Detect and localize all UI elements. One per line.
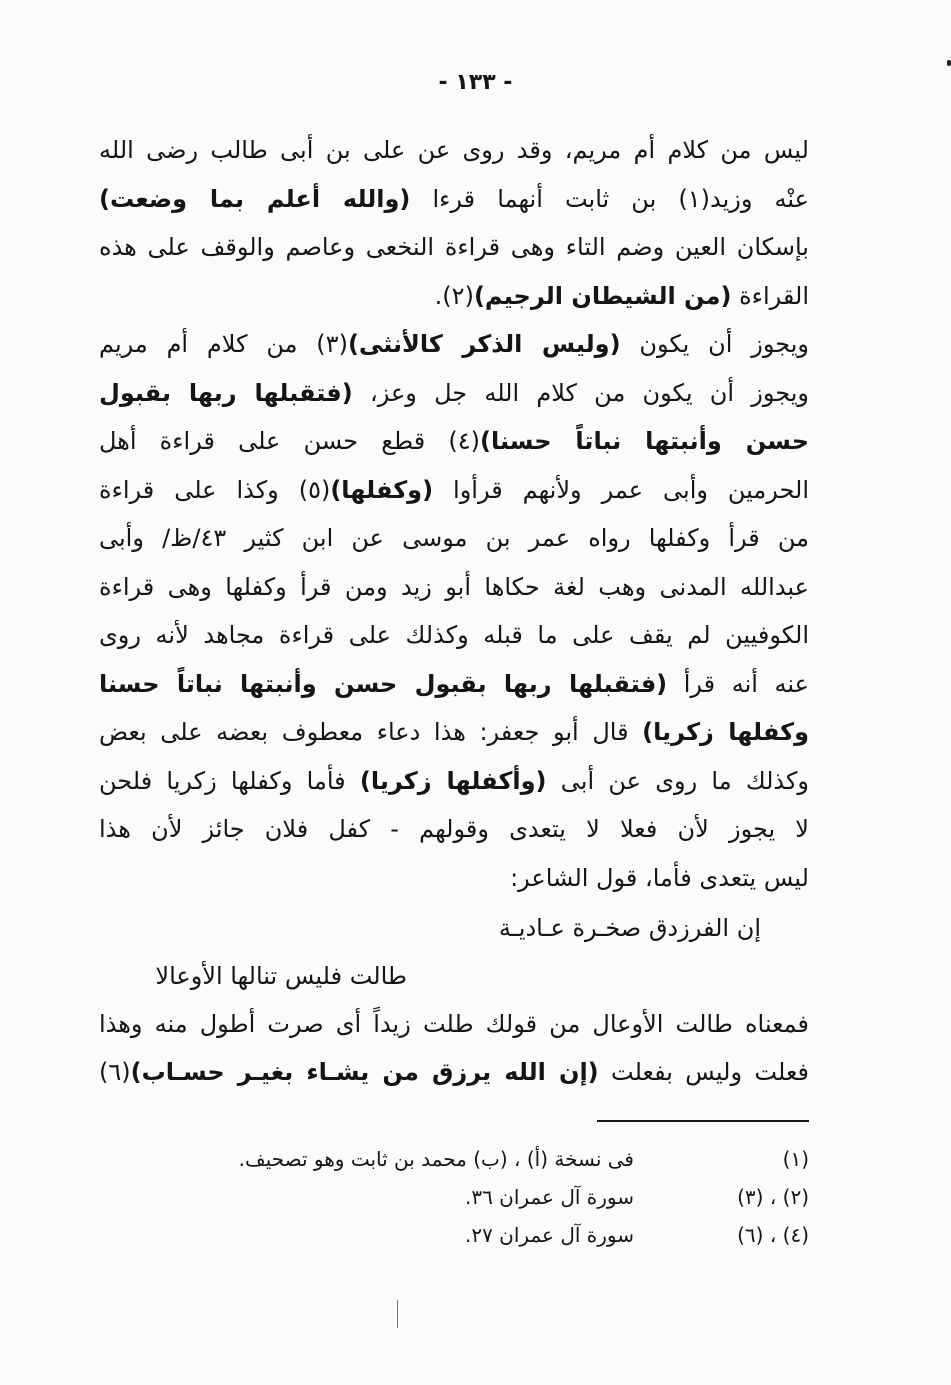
quran-quote: حسن وأنبتها نباتاً حسنا)	[480, 427, 809, 455]
quran-quote: (فتقبلها ربها بقبول	[99, 378, 353, 407]
text-fragment: الحرمين وأبى عمر ولأنهم قرأوا	[433, 475, 809, 504]
text-fragment: عنه أنه قرأ	[667, 669, 809, 698]
text-fragment: (٦)	[99, 1058, 131, 1086]
text-fragment: بإسكان العين وضم التاء وهى قراءة النخعى وعاصم والوقف على هذه	[99, 233, 809, 261]
text-line	[99, 126, 809, 174]
text-fragment: فعلت وليس بفعلت	[598, 1058, 809, 1086]
footnote	[139, 1178, 809, 1216]
text-fragment: (٤) قطع حسن على قراءة أهل	[99, 427, 481, 455]
text-line	[99, 514, 809, 562]
text-fragment: فمعناه طالت الأوعال من قولك طلت زيداً أى صرت أطول منه وهذا	[99, 1010, 809, 1038]
text-fragment: لا يجوز لأن فعلا لا يتعدى وقولهم - كفل فلان جائز لأن هذا	[99, 815, 809, 843]
text-line	[99, 1048, 809, 1096]
footnote-number: (٢) ، (٣)	[737, 1185, 809, 1209]
text-fragment: القراءة	[731, 281, 809, 310]
quran-quote: (والله أعلم بما وضعت)	[99, 184, 411, 213]
text-line	[99, 854, 809, 902]
text-line	[99, 320, 809, 368]
text-fragment: من قرأ وكفلها رواه عمر بن موسى عن ابن كثير ٤٣/ظ/ وأبى	[99, 524, 809, 552]
text-line	[99, 175, 809, 223]
text-fragment: عنْه وزيد(١) بن ثابت أنهما قرءا	[410, 184, 809, 213]
quran-quote: (وأكفلها زكريا)	[359, 766, 547, 795]
verse-first-hemistich: إن الفرزدق صخـرة عـاديـة	[498, 914, 761, 942]
text-fragment: عبدالله المدنى وهب لغة حكاها أبو زيد ومن قرأ وكفلها وهى قراءة	[99, 572, 809, 601]
text-fragment: (٢).	[434, 281, 474, 310]
footnote-text: سورة آل عمران ٢٧.	[464, 1223, 634, 1247]
text-line	[99, 417, 809, 465]
text-line	[99, 563, 809, 611]
footnote-text: فى نسخة (أ) ، (ب) محمد بن ثابت وهو تصحيف.	[238, 1147, 634, 1171]
text-line	[99, 466, 809, 514]
quran-quote: (من الشيطان الرجيم)	[473, 281, 732, 310]
footnote	[139, 1216, 809, 1254]
text-line	[99, 1000, 809, 1048]
text-line	[99, 223, 809, 271]
text-line	[99, 708, 809, 756]
quran-quote: (إن الله يرزق من يشـاء بغيـر حسـاب)	[130, 1058, 599, 1086]
text-fragment: ليس يتعدى فأما، قول الشاعر:	[510, 863, 809, 892]
page-number: - ١٣٣ -	[438, 70, 513, 95]
footnote-number: (١)	[782, 1147, 809, 1171]
footnote	[139, 1140, 809, 1178]
text-line	[99, 369, 809, 417]
footnote-number: (٤) ، (٦)	[737, 1223, 809, 1247]
verse-second-hemistich: طالت فليس تنالها الأوعالا	[155, 962, 407, 990]
quran-quote: (وكفلها)	[330, 475, 434, 504]
text-fragment: ويجوز أن يكون من كلام الله جل وعز،	[352, 378, 809, 407]
quran-quote: (وليس الذكر كالأنثى)	[347, 330, 621, 358]
text-fragment: فأما وكفلها زكريا فلحن	[99, 766, 360, 795]
text-line	[99, 805, 809, 853]
text-fragment: قال أبو جعفر: هذا دعاء معطوف بعضه على بعض	[99, 718, 643, 746]
text-line	[99, 611, 809, 659]
text-fragment: الكوفيين لم يقف على ما قبله وكذلك على قراءة مجاهد لأنه روى	[99, 621, 809, 649]
footnote-text: سورة آل عمران ٣٦.	[464, 1185, 634, 1209]
quran-quote: وكفلها زكريا)	[642, 718, 809, 746]
quran-quote: (فتقبلها ربها بقبول حسن وأنبتها نباتاً حسنا	[99, 669, 668, 698]
text-line	[99, 272, 809, 320]
text-fragment: (٥) وكذا على قراءة	[99, 475, 331, 504]
text-fragment: (٣) من كلام أم مريم	[99, 330, 348, 358]
text-fragment: ليس من كلام أم مريم، وقد روى عن على بن أبى طالب رضى الله	[99, 136, 809, 164]
scan-artifact	[397, 1300, 398, 1328]
text-fragment: ويجوز أن يكون	[620, 330, 809, 358]
text-line	[99, 757, 809, 805]
scan-edge-mark	[947, 60, 951, 66]
text-line	[99, 660, 809, 708]
footnote-divider	[597, 1120, 809, 1122]
text-fragment: وكذلك ما روى عن أبى	[546, 766, 809, 795]
